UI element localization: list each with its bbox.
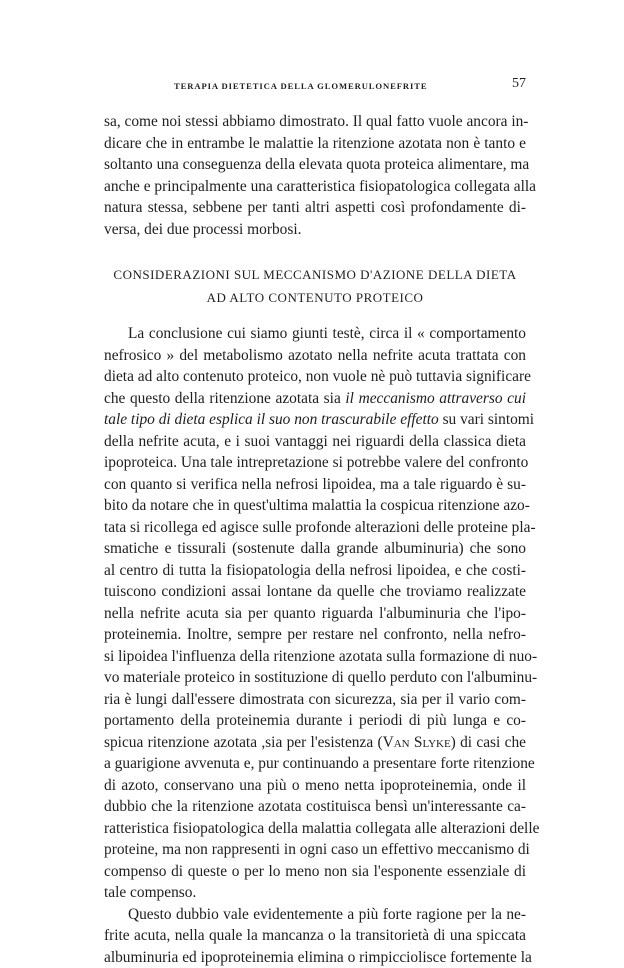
text-line: ria è lungi dall'essere dimostrata con sicurezza, sia per il vario com-	[104, 689, 526, 711]
text-line: tuiscono condizioni assai lontane da quelle che troviamo realizzate	[104, 581, 526, 603]
text-line: bito da notare che in quest'ultima malattia la cospicua ritenzione azo-	[104, 495, 526, 517]
section-heading	[104, 263, 526, 309]
text-line: smatiche e tissurali (sostenute dalla grande albuminuria) che sono	[104, 538, 526, 560]
text-line: albuminuria ed ipoproteinemia elimina o rimpicciolisce fortemente la	[104, 947, 526, 968]
text-line	[104, 409, 526, 431]
running-head	[104, 76, 526, 96]
running-title: TERAPIA DIETETICA DELLA GLOMERULONEFRITE	[174, 81, 428, 91]
text-line: di azoto, conservano una più o meno netta ipoproteinemia, onde il	[104, 775, 526, 797]
text-line: si lipoidea l'influenza della ritenzione azotata sulla formazione di nuo-	[104, 646, 526, 668]
text-line: compenso di queste o per lo meno non sia l'esponente essenziale di	[104, 861, 526, 883]
section-heading-line-1: CONSIDERAZIONI SUL MECCANISMO D'AZIONE DELLA DIETA	[104, 263, 526, 286]
author-name: Van Slyke	[383, 734, 451, 751]
text-line: a guarigione avvenuta e, pur continuando a presentare forte ritenzione	[104, 753, 526, 775]
text-line: proteinemia. Inoltre, sempre per restare nel confronto, nella nefro-	[104, 624, 526, 646]
paragraph-3	[104, 904, 526, 968]
text-line: proteine, ma non rappresenti in ogni caso un effettivo meccanismo di	[104, 839, 526, 861]
text-line: frite acuta, nella quale la mancanza o la transitorietà di una spiccata	[104, 925, 526, 947]
text-line: della nefrite acuta, e i suoi vantaggi nei riguardi della classica dieta	[104, 431, 526, 453]
text-run: che questo della ritenzione azotata sia	[104, 390, 345, 407]
section-heading-line-2: AD ALTO CONTENUTO PROTEICO	[104, 286, 526, 309]
text-line: soltanto una conseguenza della elevata quota proteica alimentare, ma	[104, 154, 526, 176]
text-line: al centro di tutta la fisiopatologia della nefrosi lipoidea, e che costi-	[104, 560, 526, 582]
text-line: anche e principalmente una caratteristica fisiopatologica collegata alla	[104, 176, 526, 198]
italic-run: il meccanismo attraverso cui	[345, 390, 526, 407]
body-text	[104, 111, 526, 968]
text-line: ratteristica fisiopatologica della malattia collegata alle alterazioni delle	[104, 818, 526, 840]
text-line	[104, 388, 526, 410]
page-number: 57	[512, 76, 526, 92]
paragraph-2	[104, 323, 526, 904]
text-line: ipoproteica. Una tale intrepretazione si potrebbe valere del confronto	[104, 452, 526, 474]
text-line: tata si ricollega ed agisce sulle profonde alterazioni delle proteine pla-	[104, 517, 526, 539]
text-line: nefrosico » del metabolismo azotato nella nefrite acuta trattata con	[104, 345, 526, 367]
text-line: dubbio che la ritenzione azotata costituisca bensì un'interessante ca-	[104, 796, 526, 818]
text-line: dicare che in entrambe le malattie la ritenzione azotata non è tanto e	[104, 133, 526, 155]
text-run: su vari sintomi	[439, 411, 534, 428]
text-line: Questo dubbio vale evidentemente a più forte ragione per la ne-	[104, 904, 526, 926]
text-line: La conclusione cui siamo giunti testè, circa il « comportamento	[104, 323, 526, 345]
text-line: sa, come noi stessi abbiamo dimostrato. Il qual fatto vuole ancora in-	[104, 111, 526, 133]
text-line: con quanto si verifica nella nefrosi lipoidea, ma a tale riguardo è su-	[104, 474, 526, 496]
text-run: spicua ritenzione azotata ,sia per l'esistenza (	[104, 734, 383, 751]
text-line: nella nefrite acuta sia per quanto riguarda l'albuminuria che l'ipo-	[104, 603, 526, 625]
paragraph-1	[104, 111, 526, 240]
text-line: dieta ad alto contenuto proteico, non vuole nè può tuttavia significare	[104, 366, 526, 388]
text-line	[104, 732, 526, 754]
text-line: vo materiale proteico in sostituzione di quello perduto con l'albuminu-	[104, 667, 526, 689]
text-line: tale compenso.	[104, 882, 526, 904]
text-line: versa, dei due processi morbosi.	[104, 219, 526, 241]
text-line: natura stessa, sebbene per tanti altri aspetti così profondamente di-	[104, 197, 526, 219]
italic-run: tale tipo di dieta esplica il suo non trascurabile effetto	[104, 411, 439, 428]
text-line: portamento della proteinemia durante i periodi di più lunga e co-	[104, 710, 526, 732]
text-run: ) di casi che	[451, 734, 526, 751]
